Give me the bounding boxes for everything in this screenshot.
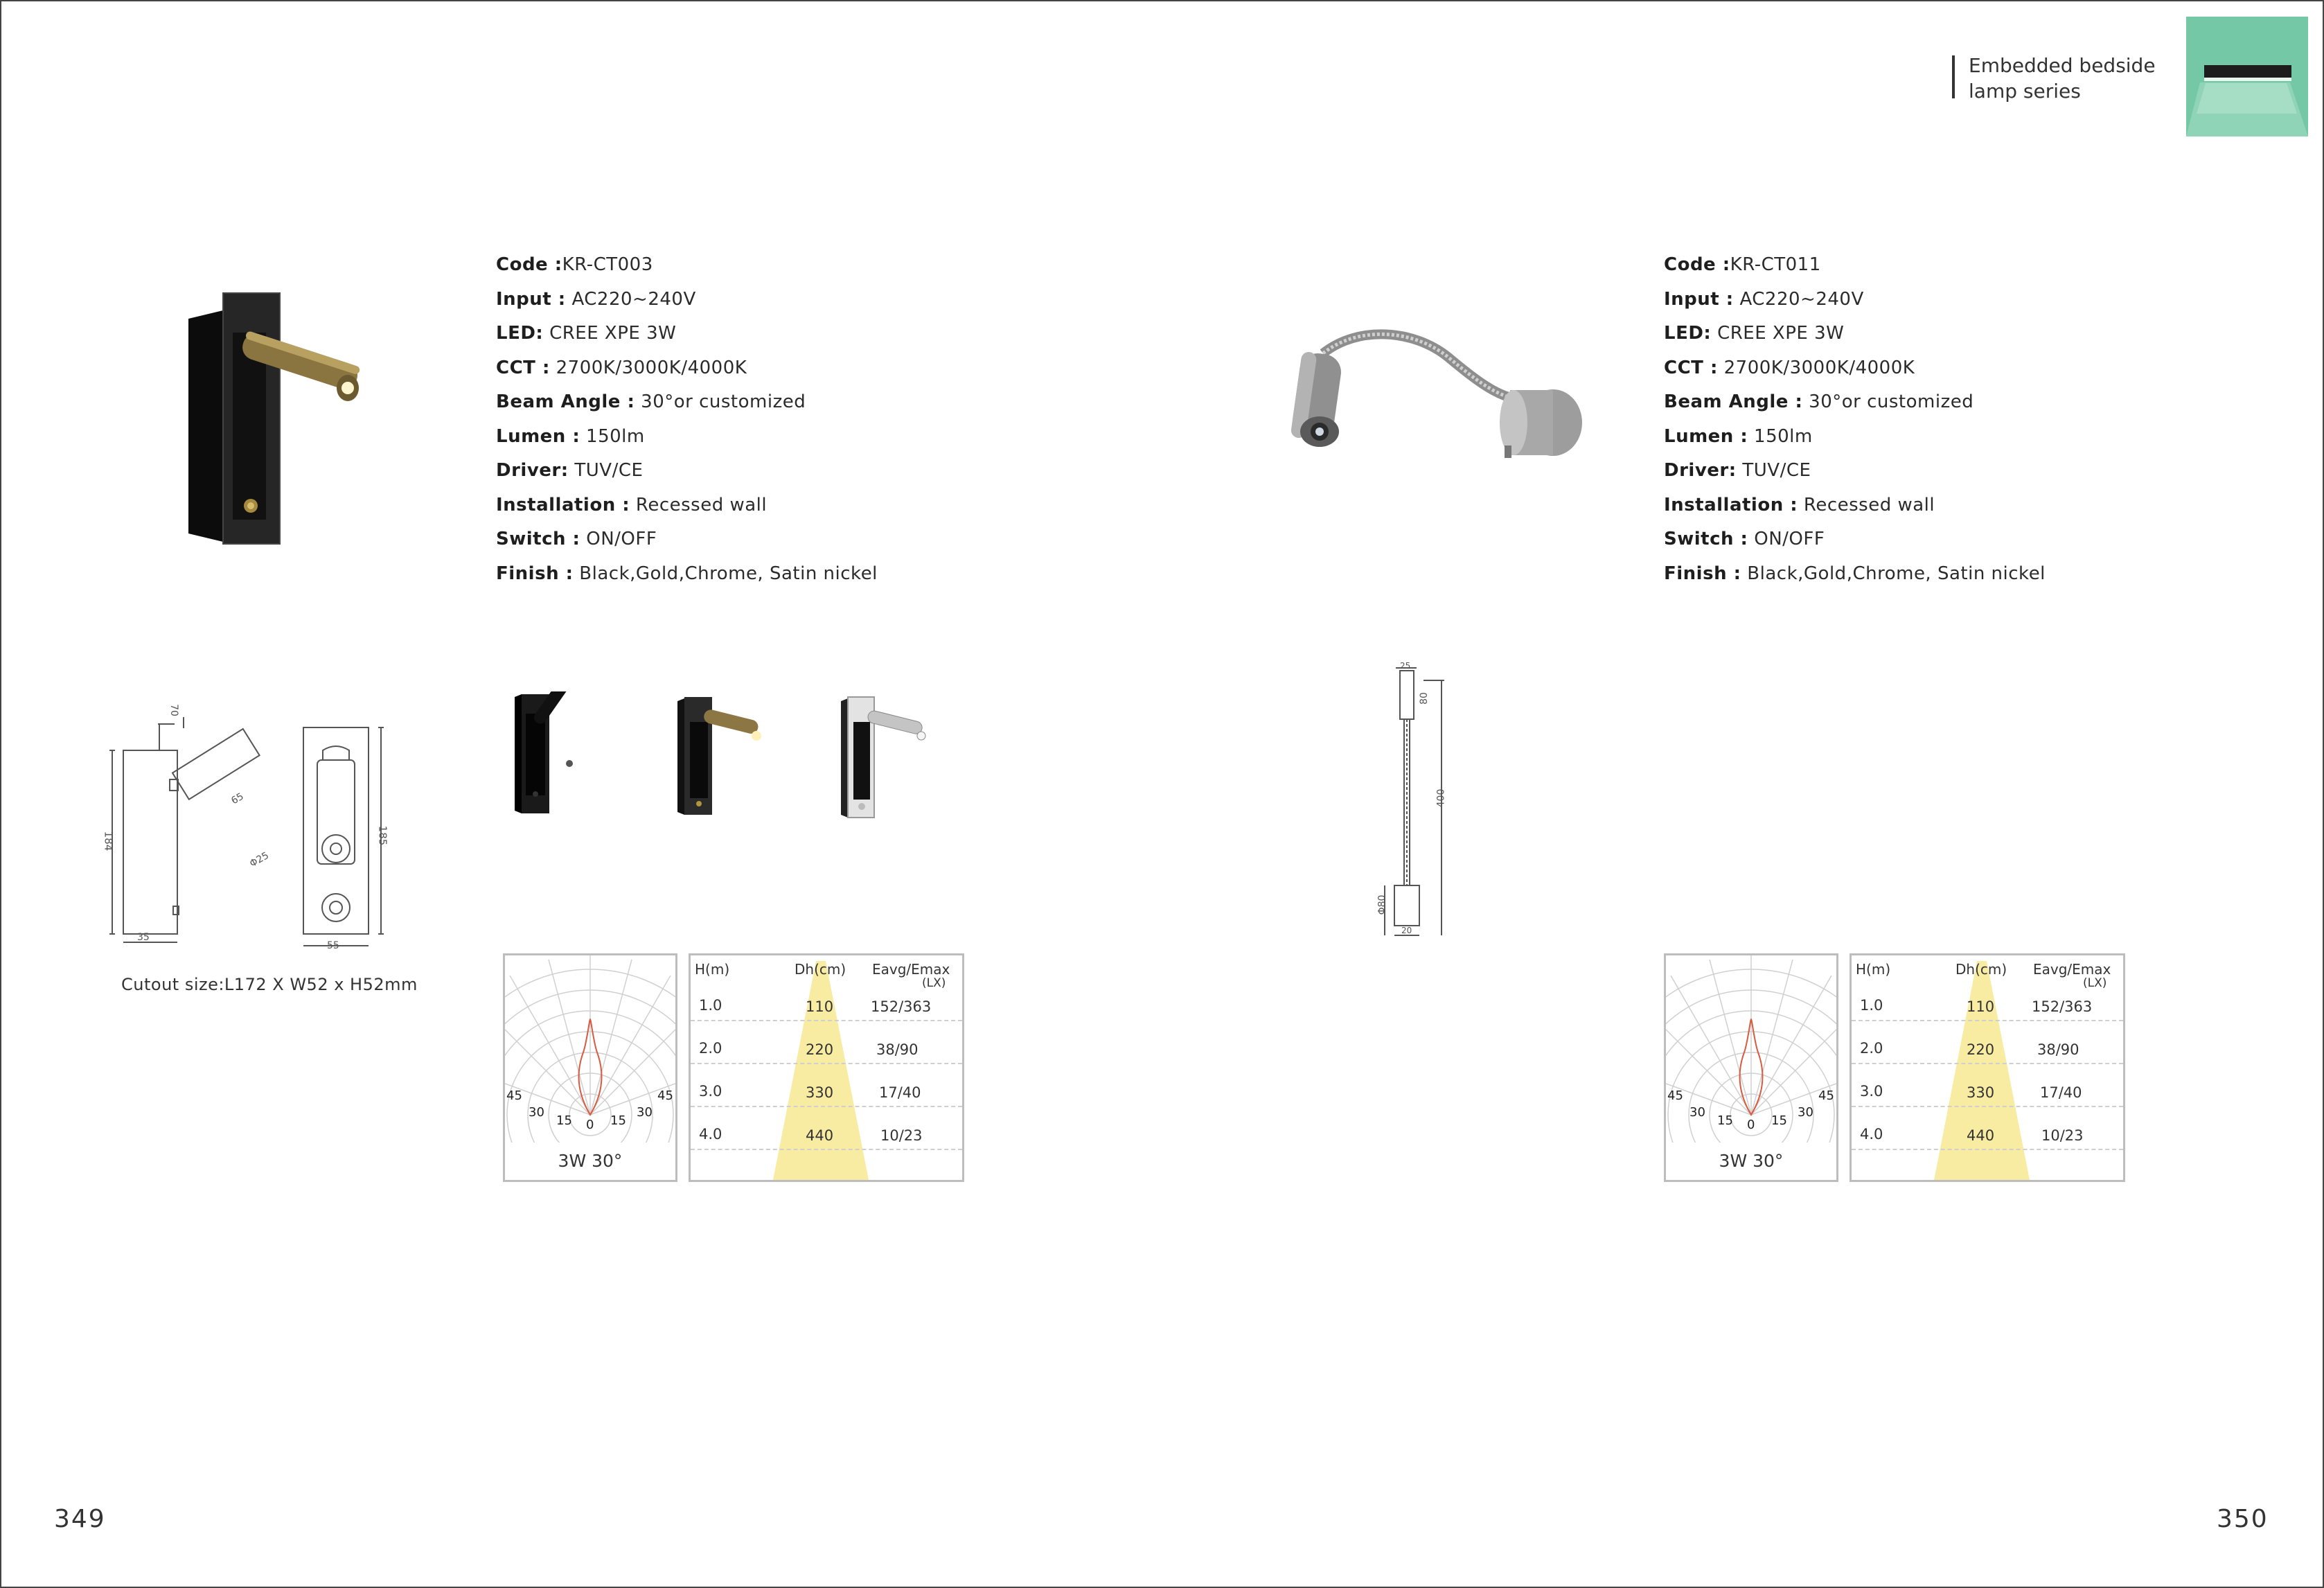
dimension-label: 185: [376, 825, 389, 846]
technical-drawing-kr-ct011: [1375, 661, 1451, 941]
cell-h: 3.0: [1860, 1083, 1883, 1100]
product-photo-kr-ct011: [1281, 315, 1586, 471]
col-header-unit: (LX): [922, 976, 946, 990]
dimension-label: Φ25: [247, 849, 271, 870]
cell-dh: 220: [806, 1041, 834, 1058]
spec-input: Input : AC220~240V: [1664, 288, 1864, 310]
angle-label: 15: [610, 1113, 626, 1128]
product-photo-kr-ct003: [181, 291, 375, 547]
dimension-label: 80: [1418, 692, 1430, 705]
spec-beam-angle: Beam Angle : 30°or customized: [496, 391, 806, 412]
dimension-label: Φ80: [1376, 894, 1388, 915]
angle-label: 15: [556, 1113, 572, 1128]
cell-h: 4.0: [699, 1126, 722, 1143]
finish-variant-gold: [673, 693, 770, 818]
page-number-left: 349: [54, 1505, 106, 1533]
spec-driver: Driver: TUV/CE: [1664, 460, 1811, 481]
angle-label: 30: [1689, 1105, 1705, 1120]
cell-h: 2.0: [699, 1040, 722, 1057]
cell-dh: 220: [1967, 1041, 1995, 1058]
cell-dh: 110: [1967, 998, 1995, 1015]
angle-label: 45: [506, 1088, 522, 1103]
specs-kr-ct011: [1664, 248, 2046, 591]
finish-variant-black: [509, 691, 592, 816]
dimension-label: 55: [327, 940, 339, 951]
angle-label: 15: [1717, 1113, 1733, 1128]
cell-e: 152/363: [2032, 998, 2093, 1015]
series-title-line1: Embedded bedside: [1969, 54, 2156, 77]
cell-dh: 330: [806, 1084, 834, 1101]
cell-e: 17/40: [879, 1084, 921, 1101]
spec-code: Code :KR-CT003: [496, 254, 653, 275]
spec-installation: Installation : Recessed wall: [1664, 494, 1935, 515]
illuminance-table: [1850, 953, 2125, 1182]
cell-dh: 330: [1967, 1084, 1995, 1101]
cell-e: 38/90: [876, 1041, 919, 1058]
spec-beam-angle: Beam Angle : 30°or customized: [1664, 391, 1974, 412]
cell-e: 38/90: [2037, 1041, 2079, 1058]
dimension-label: 25: [1400, 661, 1411, 671]
cell-h: 1.0: [699, 997, 722, 1014]
finish-variant-chrome: [838, 693, 932, 821]
col-header-h: H(m): [695, 961, 730, 978]
dimension-label: 184: [102, 831, 115, 852]
polar-caption: 3W 30°: [558, 1151, 623, 1171]
angle-label: 30: [637, 1105, 653, 1120]
polar-caption: 3W 30°: [1719, 1151, 1784, 1171]
cell-e: 17/40: [2040, 1084, 2082, 1101]
page-number-right: 350: [2217, 1505, 2269, 1533]
series-thumbnail: [2186, 17, 2308, 136]
angle-label: 30: [529, 1105, 544, 1120]
angle-label: 45: [1667, 1088, 1683, 1103]
angle-label: 0: [1747, 1118, 1755, 1132]
col-header-unit: (LX): [2083, 976, 2107, 990]
spec-driver: Driver: TUV/CE: [496, 460, 644, 481]
cell-h: 4.0: [1860, 1126, 1883, 1143]
cell-h: 1.0: [1860, 997, 1883, 1014]
angle-label: 15: [1771, 1113, 1787, 1128]
spec-cct: CCT : 2700K/3000K/4000K: [496, 357, 747, 378]
cell-h: 3.0: [699, 1083, 722, 1100]
cell-e: 152/363: [871, 998, 932, 1015]
spec-finish: Finish : Black,Gold,Chrome, Satin nickel: [1664, 563, 2046, 584]
cell-e: 10/23: [880, 1127, 923, 1144]
angle-label: 0: [586, 1118, 594, 1132]
series-title-line2: lamp series: [1969, 80, 2081, 103]
cell-dh: 440: [1967, 1127, 1995, 1144]
spec-lumen: Lumen : 150lm: [1664, 425, 1813, 447]
dimension-label: 65: [229, 791, 246, 807]
dimension-label: 20: [1401, 926, 1412, 935]
technical-drawing-kr-ct003: [104, 696, 395, 953]
cell-h: 2.0: [1860, 1040, 1883, 1057]
polar-diagram: [503, 953, 677, 1182]
series-title: [1969, 53, 2156, 104]
polar-diagram: [1664, 953, 1838, 1182]
spec-installation: Installation : Recessed wall: [496, 494, 768, 515]
col-header-eavg: Eavg/Emax: [872, 961, 950, 978]
spec-finish: Finish : Black,Gold,Chrome, Satin nickel: [496, 563, 878, 584]
spec-switch: Switch : ON/OFF: [1664, 529, 1825, 549]
spec-input: Input : AC220~240V: [496, 288, 696, 310]
spec-led: LED: CREE XPE 3W: [1664, 323, 1845, 344]
spec-cct: CCT : 2700K/3000K/4000K: [1664, 357, 1915, 378]
cell-dh: 440: [806, 1127, 834, 1144]
cutout-size: Cutout size:L172 X W52 x H52mm: [121, 975, 418, 994]
spec-switch: Switch : ON/OFF: [496, 529, 657, 549]
header-divider: [1952, 55, 1955, 98]
dimension-label: 70: [168, 704, 179, 716]
angle-label: 45: [1818, 1088, 1834, 1103]
spec-led: LED: CREE XPE 3W: [496, 323, 677, 344]
illuminance-table: [689, 953, 964, 1182]
spec-code: Code :KR-CT011: [1664, 254, 1821, 275]
col-header-h: H(m): [1856, 961, 1891, 978]
specs-kr-ct003: [496, 248, 878, 591]
spec-lumen: Lumen : 150lm: [496, 425, 645, 447]
cell-e: 10/23: [2041, 1127, 2084, 1144]
col-header-dh: Dh(cm): [1955, 961, 2007, 978]
col-header-eavg: Eavg/Emax: [2033, 961, 2111, 978]
dimension-label: 35: [137, 932, 150, 943]
dimension-label: 400: [1435, 788, 1447, 808]
cell-dh: 110: [806, 998, 834, 1015]
angle-label: 30: [1798, 1105, 1813, 1120]
angle-label: 45: [657, 1088, 673, 1103]
col-header-dh: Dh(cm): [795, 961, 846, 978]
